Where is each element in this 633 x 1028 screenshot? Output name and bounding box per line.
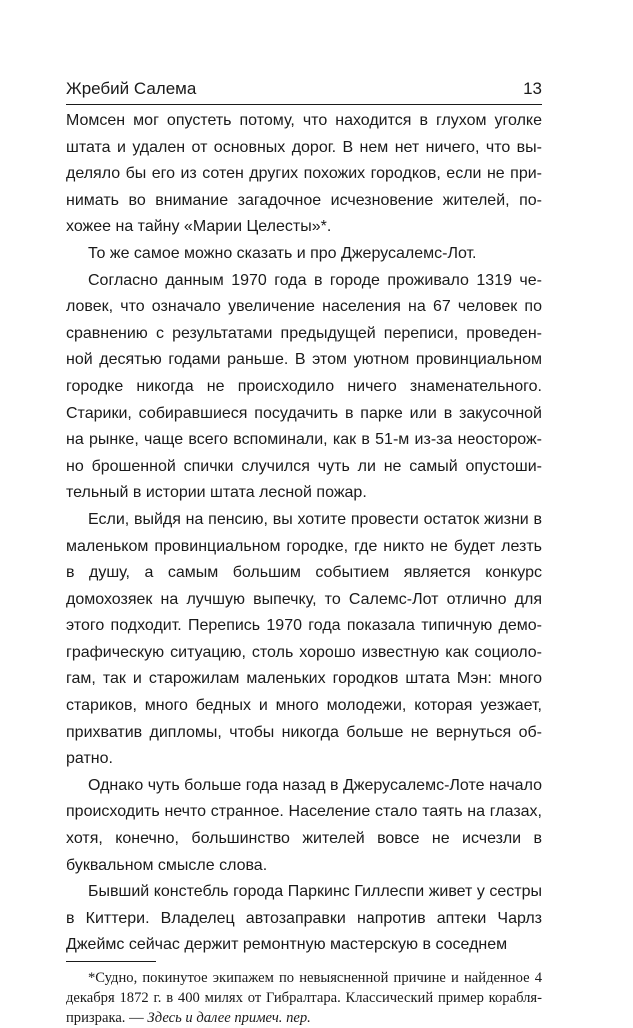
paragraph: Момсен мог опустеть потому, что находится в глухом уголке штата и удален от основных дорог. В нем нет ничего, что выделяло бы его из сотен других похожих городков, если не принимать во внимание загадочное исчезновение жителей, похожее на тайну «Марии Целесты»*. [66,112,542,236]
page-number: 13 [523,79,542,98]
footnote [66,968,542,1028]
book-page [66,78,542,1028]
paragraph: Однако чуть больше года назад в Джерусалемс-Лоте начало происходить нечто странное. Население стало таять на глазах, хотя, конечно, большинство жителей вовсе не исчезли в буквальном смысле слова. [66,776,542,874]
running-header [66,78,542,105]
paragraph: Если, выйдя на пенсию, вы хотите провести остаток жизни в маленьком провинциальном городке, где никто не будет лезть в душу, а самым большим событием является конкурс домохозяек на лучшую выпечку, то Салемс-Лот отлично для этого подходит. Перепись 1970 года показала типичную демографическую ситуацию, столь хорошо известную как социологам, так и старожилам маленьких городков штата Мэн: много стариков, много бедных и много молодежи, которая уезжает, прихватив дипломы, чтобы никогда больше не вернуться обратно. [66,510,542,768]
book-title: Жребий Салема [66,79,197,98]
body-text [66,108,542,959]
footnote-divider [66,961,156,962]
footnote-text: *Судно, покинутое экипажем по невыясненной причине и найденное 4 декабря 1872 г. в 400 милях от Гибралтара. Классический пример корабля-призрака. — [66,970,542,1026]
paragraph: Бывший констебль города Паркинс Гиллеспи живет у сестры в Киттери. Владелец автозаправки напротив аптеки Чарлз Джеймс сейчас держит ремонтную мастерскую в соседнем [66,883,542,954]
paragraph: То же самое можно сказать и про Джерусалемс-Лот. [88,244,477,262]
paragraph: Согласно данным 1970 года в городе проживало 1319 человек, что означало увеличение населения на 67 человек по сравнению с результатами предыдущей переписи, проведенной десятью годами раньше. В этом уютном провинциальном городке никогда не происходило ничего знаменательного. Старики, собиравшиеся посудачить в парке или в закусочной на рынке, чаще всего вспоминали, как в 51-м из-за неосторожно брошенной спички случился чуть ли не самый опустошительный в истории штата лесной пожар. [66,271,542,502]
footnote-editor-note: Здесь и далее примеч. пер. [147,1010,311,1026]
